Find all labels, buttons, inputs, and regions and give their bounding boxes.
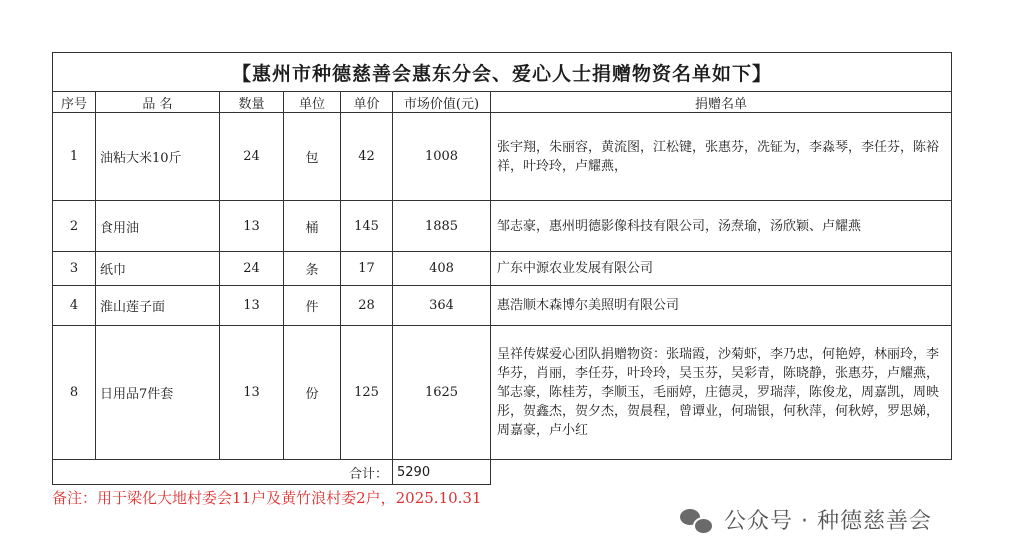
header-row — [53, 92, 952, 113]
row-qty: 24 — [220, 252, 284, 286]
remark-note: 备注：用于梁化大地村委会11户及黄竹浪村委2户，2025.10.31 — [52, 489, 482, 507]
row-no: 1 — [53, 113, 96, 201]
total-label: 合计： — [53, 460, 393, 485]
row-qty: 13 — [220, 326, 284, 460]
table-title: 【惠州市种德慈善会惠东分会、爱心人士捐赠物资名单如下】 — [53, 53, 952, 92]
table-row — [53, 113, 952, 201]
header-unit: 单位 — [284, 92, 341, 113]
row-value: 1008 — [393, 113, 491, 201]
header-qty: 数量 — [220, 92, 284, 113]
donation-table — [52, 52, 952, 485]
row-no: 4 — [53, 286, 96, 326]
row-item: 纸巾 — [96, 252, 220, 286]
row-item: 油粘大米10斤 — [96, 113, 220, 201]
row-item: 淮山莲子面 — [96, 286, 220, 326]
header-item: 品 名 — [96, 92, 220, 113]
table-row — [53, 201, 952, 252]
row-donors: 张宇翔，朱丽容，黄流图，江松键，张惠芬，冼钲为，李淼琴，李任芬，陈裕祥，叶玲玲，卢耀燕， — [491, 113, 952, 201]
row-value: 364 — [393, 286, 491, 326]
table-row — [53, 286, 952, 326]
total-value: 5290 — [393, 460, 491, 485]
row-donors: 惠浩顺木森博尔美照明有限公司 — [491, 286, 952, 326]
wechat-icon — [680, 507, 712, 533]
row-donors: 邹志豪，惠州明德影像科技有限公司，汤焘瑜，汤欣颖、卢耀燕 — [491, 201, 952, 252]
header-value: 市场价值(元) — [393, 92, 491, 113]
row-value: 1625 — [393, 326, 491, 460]
row-unit: 包 — [284, 113, 341, 201]
total-row — [53, 460, 952, 485]
row-unit: 件 — [284, 286, 341, 326]
row-price: 28 — [341, 286, 393, 326]
row-unit: 条 — [284, 252, 341, 286]
row-item: 食用油 — [96, 201, 220, 252]
row-no: 8 — [53, 326, 96, 460]
header-price: 单价 — [341, 92, 393, 113]
row-donors: 广东中源农业发展有限公司 — [491, 252, 952, 286]
row-price: 125 — [341, 326, 393, 460]
row-no: 2 — [53, 201, 96, 252]
total-blank — [491, 460, 952, 485]
table-row — [53, 326, 952, 460]
row-qty: 24 — [220, 113, 284, 201]
table-row — [53, 252, 952, 286]
wechat-watermark — [680, 504, 932, 535]
row-price: 145 — [341, 201, 393, 252]
header-no: 序号 — [53, 92, 96, 113]
row-value: 1885 — [393, 201, 491, 252]
watermark-text: 公众号 · 种德慈善会 — [724, 509, 932, 534]
row-item: 日用品7件套 — [96, 326, 220, 460]
row-donors: 呈祥传媒爱心团队捐赠物资：张瑞霞，沙菊虾，李乃忠，何艳婷，林丽玲，李华芬，肖丽，李任芬，叶玲玲，吴玉芬，吴彩青，陈晓静，张惠芬，卢耀燕，邹志豪，陈桂芳，李顺玉，毛丽婷，庄德灵，罗瑞萍，陈俊龙，周嘉凯，周映彤，贺鑫杰，贺夕杰，贺晨程，曾谭业，何瑞银，何秋萍，何秋婷，罗思娣，周嘉豪，卢小红 — [491, 326, 952, 460]
donation-sheet — [52, 52, 951, 485]
header-donors: 捐赠名单 — [491, 92, 952, 113]
row-unit: 份 — [284, 326, 341, 460]
row-value: 408 — [393, 252, 491, 286]
row-price: 42 — [341, 113, 393, 201]
row-unit: 桶 — [284, 201, 341, 252]
row-no: 3 — [53, 252, 96, 286]
row-qty: 13 — [220, 201, 284, 252]
row-price: 17 — [341, 252, 393, 286]
row-qty: 13 — [220, 286, 284, 326]
